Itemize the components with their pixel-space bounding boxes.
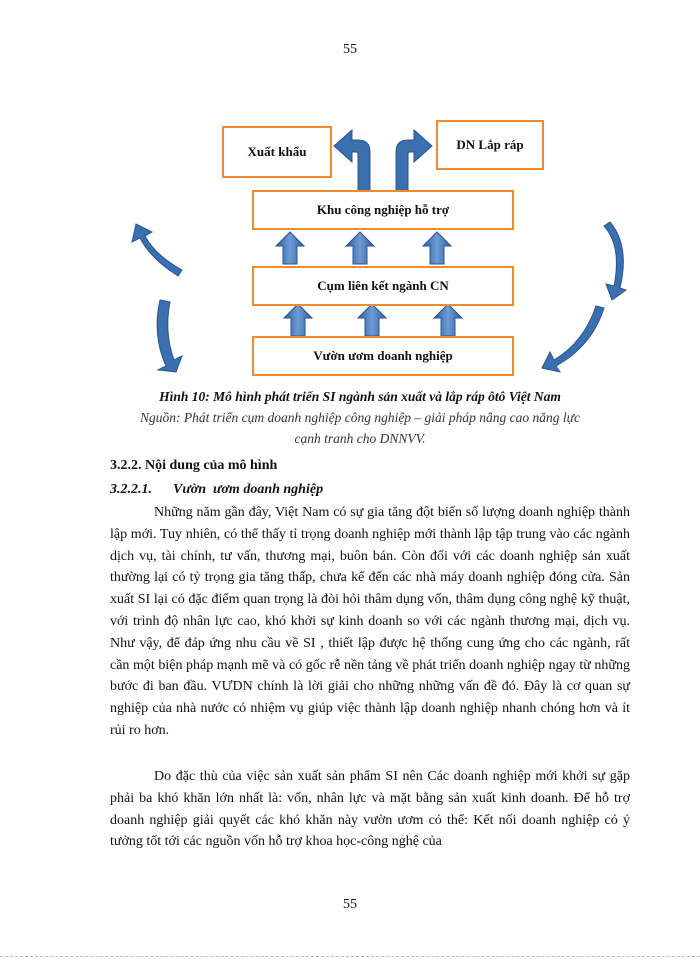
page-number-top: 55	[343, 42, 357, 57]
assembly-box	[436, 120, 544, 170]
incubator-box	[252, 336, 514, 376]
circular-arrow-right-bottom	[542, 306, 604, 372]
caption-title: Hình 10: Mô hình phát triển SI ngành sản xuất và lắp ráp ôtô Việt Nam	[159, 389, 561, 404]
paragraph-1: Những năm gần đây, Việt Nam có sự gia tăng đột biến số lượng doanh nghiệp thành lập mới. Tuy nhiên, có thể thấy tỉ trọng doanh nghiệp mới thành lập tập trung vào các ngành dịch vụ, tài chính, tư vấn, thương mại, buôn bán. Còn đối với các doanh nghiệp sản xuất thường lại có tỷ trọng gia tăng thấp, chưa kể đến các nhà máy doanh nghiệp đóng cửa. Sản xuất SI lại có đặc điểm quan trọng là đòi hỏi thâm dụng vốn, thâm dụng công nghệ kỹ thuật, với trình độ nhân lực cao, khó khởi sự kinh doanh so với các ngành thương mại, dịch vụ. Như vậy, để đáp ứng nhu cầu về SI , thiết lập được hệ thống cung ứng cho các ngành, rất cần một biện pháp mạnh mẽ và có gốc rễ nền tảng về phát triển doanh nghiệp ngay từ những bước đi ban đầu. VƯDN chính là lời giải cho những những vấn đề đó. Đây là cơ quan sự nghiệp của nhà nước có nhiệm vụ giúp việc thành lập doanh nghiệp nhanh chóng hơn và ít rủi ro hơn.	[110, 505, 630, 738]
support-zone-box	[252, 190, 514, 230]
incubator-label: Vườn ươm doanh nghiệp	[313, 348, 453, 363]
section-subheading: 3.2.2.1. Vườn ươm doanh nghiệp	[110, 482, 324, 497]
curved-arrow-left-top	[334, 130, 370, 198]
caption-source-line2: cạnh tranh cho DNNVV.	[294, 431, 426, 446]
caption-source-line1: Nguồn: Phát triển cụm doanh nghiệp công nghiệp – giải pháp nâng cao năng lực	[139, 410, 581, 425]
section-heading: 3.2.2. Nội dung của mô hình	[110, 458, 278, 473]
up-arrows-row2	[284, 304, 462, 336]
circular-arrow-left-top	[132, 224, 182, 276]
assembly-label: DN Lắp ráp	[456, 137, 524, 152]
up-arrows-row1	[276, 232, 451, 264]
cluster-label: Cụm liên kết ngành CN	[317, 278, 449, 293]
figure-caption	[100, 386, 620, 449]
page-separator	[0, 956, 700, 957]
export-box	[222, 126, 332, 178]
page-number-bottom: 55	[343, 897, 357, 912]
export-label: Xuất khẩu	[247, 144, 307, 159]
circular-arrow-right-top	[604, 222, 626, 300]
circular-arrow-left-bottom	[157, 300, 182, 372]
curved-arrow-right-top	[396, 130, 432, 198]
support-zone-label: Khu công nghiệp hỗ trợ	[316, 202, 450, 217]
paragraph-2: Do đặc thù của việc sản xuất sản phẩm SI nên Các doanh nghiệp mới khởi sự gặp phải ba khó khăn lớn nhất là: vốn, nhân lực và mặt bằng sản xuất kinh doanh. Để hỗ trợ doanh nghiệp giải quyết các khó khăn này vườn ươm có thể: Kết nối doanh nghiệp có ý tưởng tốt tới các nguồn vốn hỗ trợ khoa học-công nghệ của	[110, 769, 630, 850]
cluster-box	[252, 266, 514, 306]
